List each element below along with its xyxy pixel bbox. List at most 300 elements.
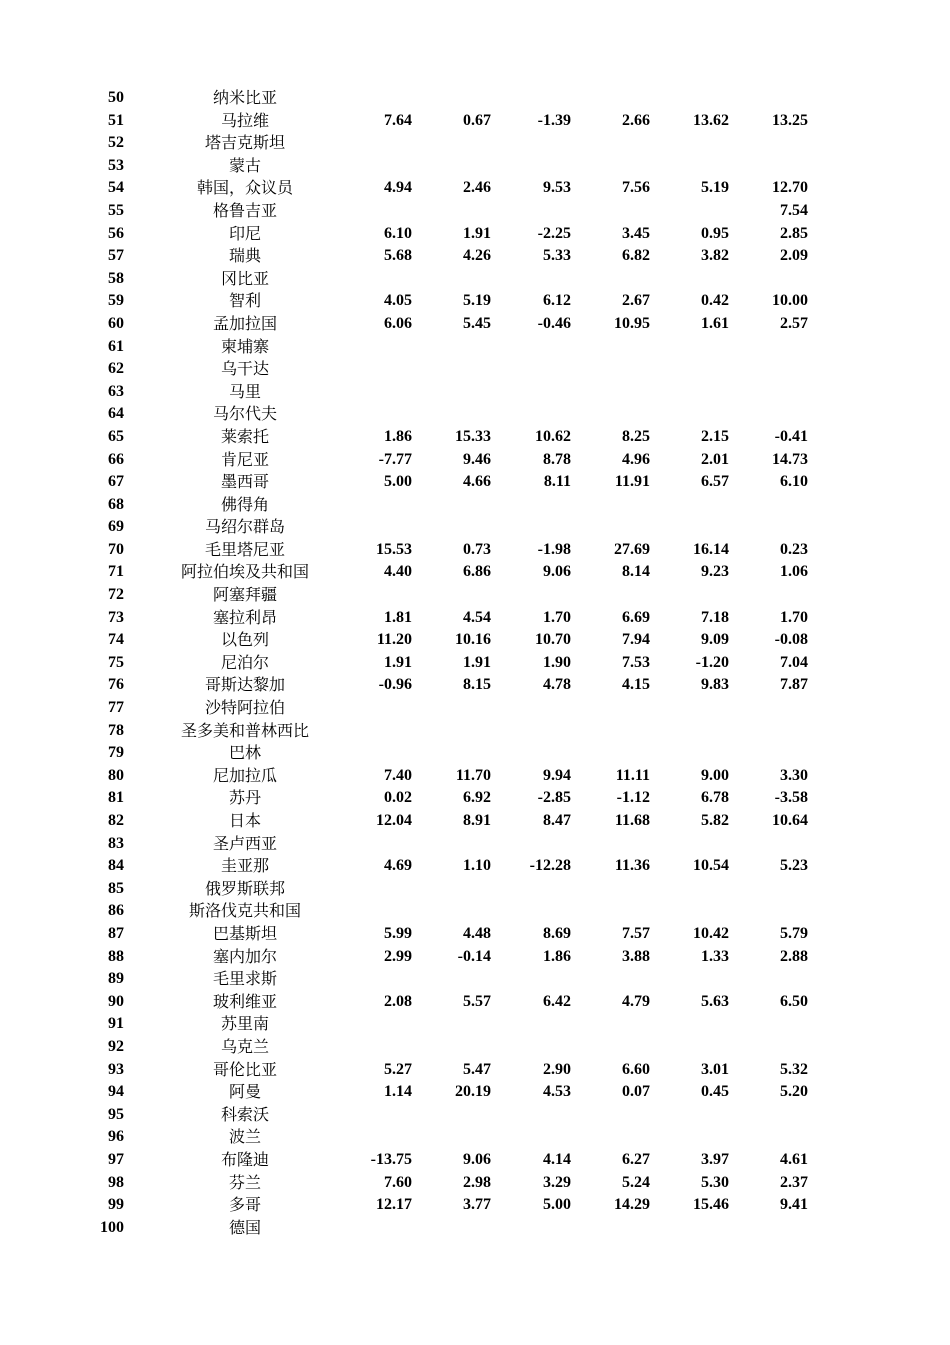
row-rank: 57 — [108, 247, 124, 265]
row-country: 布隆迪 — [220, 1149, 269, 1169]
table-row — [0, 584, 950, 607]
row-rank: 65 — [108, 427, 124, 445]
row-value: 9.00 — [701, 766, 729, 784]
row-country: 斯洛伐克共和国 — [188, 901, 301, 921]
row-country: 塞拉利昂 — [212, 607, 277, 627]
table-row — [0, 200, 950, 223]
row-value: 2.46 — [463, 179, 491, 197]
row-value: 8.91 — [463, 812, 491, 829]
row-value: 5.23 — [780, 857, 808, 875]
row-country: 苏里南 — [220, 1014, 269, 1034]
row-value: 10.70 — [535, 631, 571, 649]
row-value: 10.42 — [693, 924, 729, 942]
row-country: 俄罗斯联邦 — [204, 878, 285, 898]
row-value: 10.64 — [772, 812, 808, 829]
table-row — [0, 471, 950, 494]
row-rank: 53 — [108, 156, 124, 174]
row-country: 乌干达 — [220, 359, 269, 379]
row-value: 4.14 — [543, 1150, 571, 1168]
row-value: 4.05 — [384, 292, 412, 310]
row-value: 4.15 — [622, 676, 650, 694]
row-value: 0.73 — [463, 540, 491, 558]
row-value: 4.96 — [622, 450, 650, 468]
row-rank: 60 — [108, 314, 124, 332]
row-rank: 62 — [108, 360, 124, 378]
row-value: 8.11 — [543, 473, 571, 491]
table-row — [0, 1217, 950, 1240]
row-country: 巴林 — [228, 743, 261, 763]
row-value: 13.62 — [693, 111, 729, 129]
row-value: -12.28 — [529, 857, 571, 875]
row-rank: 70 — [108, 540, 124, 558]
row-value: 8.47 — [543, 812, 571, 829]
row-value: 1.61 — [701, 314, 729, 332]
row-value: 1.70 — [780, 608, 808, 626]
table-row — [0, 1149, 950, 1172]
table-row — [0, 1013, 950, 1036]
table-row — [0, 946, 950, 969]
row-value: 7.40 — [384, 766, 412, 784]
row-value: 15.53 — [376, 540, 412, 558]
row-value: -13.75 — [370, 1150, 412, 1168]
row-value: 5.30 — [701, 1173, 729, 1191]
row-value: 6.42 — [543, 992, 571, 1010]
row-country: 波兰 — [228, 1127, 261, 1147]
row-country: 阿曼 — [228, 1082, 261, 1102]
row-value: 1.91 — [384, 653, 412, 671]
row-value: 7.56 — [622, 179, 650, 197]
table-row — [0, 968, 950, 991]
row-value: 5.79 — [780, 924, 808, 942]
row-value: 1.33 — [701, 947, 729, 965]
row-rank: 87 — [108, 924, 124, 942]
table-row — [0, 403, 950, 426]
row-country: 格鲁吉亚 — [212, 200, 277, 220]
row-rank: 69 — [108, 518, 124, 536]
row-value: 5.19 — [701, 179, 729, 197]
row-value: 3.97 — [701, 1150, 729, 1168]
row-value: -2.25 — [537, 224, 571, 242]
row-value: 5.82 — [701, 812, 729, 829]
row-value: 2.88 — [780, 947, 808, 965]
row-value: 9.09 — [701, 631, 729, 649]
row-rank: 64 — [108, 405, 124, 423]
row-value: 0.07 — [622, 1083, 650, 1101]
row-value: 20.19 — [455, 1083, 491, 1101]
table-row — [0, 132, 950, 155]
row-value: 1.91 — [463, 224, 491, 242]
table-row — [0, 245, 950, 268]
row-country: 马绍尔群岛 — [204, 517, 285, 537]
row-country: 芬兰 — [228, 1172, 261, 1192]
row-value: 12.04 — [376, 812, 412, 829]
row-country: 柬埔寨 — [220, 336, 269, 356]
row-rank: 75 — [108, 653, 124, 671]
row-rank: 52 — [108, 134, 124, 152]
row-value: 4.79 — [622, 992, 650, 1010]
table-row — [0, 1081, 950, 1104]
row-country: 以色列 — [220, 630, 269, 650]
row-value: 1.10 — [463, 857, 491, 875]
row-value: 7.64 — [384, 111, 412, 129]
row-rank: 90 — [108, 992, 124, 1010]
row-value: 4.78 — [543, 676, 571, 694]
row-country: 肯尼亚 — [220, 449, 269, 469]
row-value: 16.14 — [693, 540, 729, 558]
row-value: -1.98 — [537, 540, 571, 558]
row-rank: 89 — [108, 970, 124, 988]
row-value: 3.29 — [543, 1173, 571, 1191]
row-value: 1.86 — [384, 427, 412, 445]
table-row — [0, 652, 950, 675]
row-value: 6.57 — [701, 473, 729, 491]
table-row — [0, 426, 950, 449]
row-country: 佛得角 — [220, 494, 269, 514]
row-value: 7.53 — [622, 653, 650, 671]
row-rank: 50 — [108, 89, 124, 106]
row-value: -0.96 — [378, 676, 412, 694]
row-rank: 92 — [108, 1037, 124, 1055]
row-country: 哥伦比亚 — [212, 1059, 277, 1079]
row-value: 2.15 — [701, 427, 729, 445]
row-value: 9.46 — [463, 450, 491, 468]
row-value: 2.67 — [622, 292, 650, 310]
row-value: 11.11 — [615, 766, 650, 784]
row-rank: 84 — [108, 857, 124, 875]
row-value: 1.86 — [543, 947, 571, 965]
table-row — [0, 855, 950, 878]
row-value: 4.48 — [463, 924, 491, 942]
table-row — [0, 1036, 950, 1059]
row-value: 10.00 — [772, 292, 808, 310]
row-value: 0.45 — [701, 1083, 729, 1101]
row-value: 6.82 — [622, 247, 650, 265]
table-row — [0, 765, 950, 788]
row-value: -3.58 — [774, 789, 808, 807]
row-rank: 97 — [108, 1150, 124, 1168]
row-value: 6.50 — [780, 992, 808, 1010]
row-country: 圣卢西亚 — [212, 833, 277, 853]
row-value: 4.40 — [384, 563, 412, 581]
row-value: 1.14 — [384, 1083, 412, 1101]
table-row — [0, 1172, 950, 1195]
table-row — [0, 1059, 950, 1082]
row-value: 9.41 — [780, 1196, 808, 1214]
row-rank: 74 — [108, 631, 124, 649]
table-row — [0, 629, 950, 652]
table-row — [0, 674, 950, 697]
row-rank: 54 — [108, 179, 124, 197]
row-rank: 63 — [108, 382, 124, 400]
table-row — [0, 607, 950, 630]
row-value: 15.33 — [455, 427, 491, 445]
row-value: 2.90 — [543, 1060, 571, 1078]
table-row — [0, 516, 950, 539]
row-value: 7.04 — [780, 653, 808, 671]
row-value: 11.91 — [614, 473, 650, 491]
row-country: 阿拉伯埃及共和国 — [180, 562, 309, 582]
row-value: 0.23 — [780, 540, 808, 558]
row-value: 0.02 — [384, 789, 412, 807]
row-value: 5.00 — [543, 1196, 571, 1214]
row-value: 1.06 — [780, 563, 808, 581]
row-value: -1.20 — [695, 653, 729, 671]
row-value: 3.45 — [622, 224, 650, 242]
row-value: 2.98 — [463, 1173, 491, 1191]
row-value: 6.06 — [384, 314, 412, 332]
row-value: 3.82 — [701, 247, 729, 265]
row-value: 8.69 — [543, 924, 571, 942]
row-country: 塞内加尔 — [212, 946, 277, 966]
row-country: 韩国，众议员 — [196, 178, 293, 198]
table-row — [0, 539, 950, 562]
row-value: 1.91 — [463, 653, 491, 671]
row-value: 5.45 — [463, 314, 491, 332]
row-value: 3.77 — [463, 1196, 491, 1214]
table-row — [0, 561, 950, 584]
row-rank: 66 — [108, 450, 124, 468]
row-value: -0.14 — [457, 947, 491, 965]
table-row — [0, 697, 950, 720]
row-value: 10.95 — [614, 314, 650, 332]
table-row — [0, 449, 950, 472]
row-value: 11.70 — [455, 766, 491, 784]
table-row — [0, 1126, 950, 1149]
row-country: 尼泊尔 — [220, 652, 269, 672]
row-rank: 67 — [108, 473, 124, 491]
table-row — [0, 810, 950, 833]
table-row — [0, 742, 950, 765]
row-value: 2.85 — [780, 224, 808, 242]
row-value: 10.54 — [693, 857, 729, 875]
row-value: 5.27 — [384, 1060, 412, 1078]
row-rank: 94 — [108, 1083, 124, 1101]
row-value: 7.94 — [622, 631, 650, 649]
row-value: 4.94 — [384, 179, 412, 197]
row-rank: 88 — [108, 947, 124, 965]
row-country: 马里 — [228, 381, 261, 401]
row-country: 沙特阿拉伯 — [204, 698, 285, 718]
row-country: 圣多美和普林西比 — [180, 720, 309, 740]
table-row — [0, 381, 950, 404]
row-country: 印尼 — [228, 223, 261, 243]
row-value: 1.90 — [543, 653, 571, 671]
row-value: 6.78 — [701, 789, 729, 807]
row-value: 5.68 — [384, 247, 412, 265]
row-rank: 95 — [108, 1105, 124, 1123]
row-value: 4.54 — [463, 608, 491, 626]
row-rank: 59 — [108, 292, 124, 310]
row-country: 圭亚那 — [220, 856, 269, 876]
row-country: 纳米比亚 — [212, 88, 277, 107]
row-rank: 76 — [108, 676, 124, 694]
row-value: 5.24 — [622, 1173, 650, 1191]
row-rank: 78 — [108, 721, 124, 739]
row-value: 2.08 — [384, 992, 412, 1010]
row-value: 6.92 — [463, 789, 491, 807]
row-rank: 77 — [108, 699, 124, 717]
row-value: 0.95 — [701, 224, 729, 242]
table-row — [0, 223, 950, 246]
row-value: 5.00 — [384, 473, 412, 491]
row-value: 0.42 — [701, 292, 729, 310]
row-value: 3.01 — [701, 1060, 729, 1078]
row-value: 6.60 — [622, 1060, 650, 1078]
row-country: 莱索托 — [220, 426, 269, 446]
row-value: 10.62 — [535, 427, 571, 445]
row-value: 7.54 — [780, 201, 808, 219]
row-country: 马拉维 — [220, 110, 269, 130]
row-value: 9.94 — [543, 766, 571, 784]
table-row — [0, 494, 950, 517]
row-value: -1.39 — [537, 111, 571, 129]
row-rank: 93 — [108, 1060, 124, 1078]
table-row — [0, 268, 950, 291]
row-value: 4.66 — [463, 473, 491, 491]
row-value: 9.83 — [701, 676, 729, 694]
row-value: 4.69 — [384, 857, 412, 875]
row-value: 7.60 — [384, 1173, 412, 1191]
row-country: 马尔代夫 — [212, 404, 277, 424]
table-row — [0, 1104, 950, 1127]
table-row — [0, 313, 950, 336]
row-value: 6.10 — [384, 224, 412, 242]
row-value: 8.14 — [622, 563, 650, 581]
table-row — [0, 878, 950, 901]
row-rank: 82 — [108, 812, 124, 829]
row-rank: 100 — [100, 1218, 124, 1236]
table-row — [0, 900, 950, 923]
row-value: 4.26 — [463, 247, 491, 265]
row-value: -7.77 — [378, 450, 412, 468]
row-country: 哥斯达黎加 — [204, 675, 285, 695]
row-country: 玻利维亚 — [212, 991, 277, 1011]
row-rank: 85 — [108, 879, 124, 897]
row-value: 12.17 — [376, 1196, 412, 1214]
row-value: 5.32 — [780, 1060, 808, 1078]
row-rank: 51 — [108, 111, 124, 129]
row-country: 智利 — [228, 291, 261, 311]
row-value: 5.99 — [384, 924, 412, 942]
row-value: 5.20 — [780, 1083, 808, 1101]
row-rank: 79 — [108, 744, 124, 762]
row-value: 0.67 — [463, 111, 491, 129]
row-value: 11.20 — [376, 631, 412, 649]
row-rank: 71 — [108, 563, 124, 581]
row-value: 2.57 — [780, 314, 808, 332]
row-country: 孟加拉国 — [212, 313, 277, 333]
row-value: 8.78 — [543, 450, 571, 468]
row-value: 5.33 — [543, 247, 571, 265]
row-value: 14.29 — [614, 1196, 650, 1214]
row-value: 9.23 — [701, 563, 729, 581]
row-rank: 99 — [108, 1196, 124, 1214]
row-rank: 73 — [108, 608, 124, 626]
table-row — [0, 787, 950, 810]
table-row — [0, 336, 950, 359]
row-value: 10.16 — [455, 631, 491, 649]
row-country: 巴基斯坦 — [212, 923, 277, 943]
row-country: 多哥 — [228, 1195, 261, 1215]
table-row — [0, 87, 950, 110]
row-value: 4.61 — [780, 1150, 808, 1168]
row-rank: 58 — [108, 269, 124, 287]
row-country: 毛里求斯 — [212, 969, 277, 989]
row-value: 7.18 — [701, 608, 729, 626]
table-row — [0, 290, 950, 313]
row-country: 毛里塔尼亚 — [204, 539, 285, 559]
table-row — [0, 991, 950, 1014]
row-value: -0.46 — [537, 314, 571, 332]
row-value: 13.25 — [772, 111, 808, 129]
row-value: 7.57 — [622, 924, 650, 942]
row-rank: 96 — [108, 1128, 124, 1146]
row-country: 苏丹 — [228, 788, 261, 808]
table-row — [0, 923, 950, 946]
row-value: 9.06 — [463, 1150, 491, 1168]
row-value: 5.63 — [701, 992, 729, 1010]
row-value: 3.30 — [780, 766, 808, 784]
row-value: 5.47 — [463, 1060, 491, 1078]
row-rank: 98 — [108, 1173, 124, 1191]
row-rank: 72 — [108, 586, 124, 604]
row-value: 27.69 — [614, 540, 650, 558]
row-value: 2.01 — [701, 450, 729, 468]
row-rank: 83 — [108, 834, 124, 852]
table-row — [0, 110, 950, 133]
row-value: 6.12 — [543, 292, 571, 310]
row-value: 1.81 — [384, 608, 412, 626]
row-value: 15.46 — [693, 1196, 729, 1214]
row-rank: 61 — [108, 337, 124, 355]
table-row — [0, 1194, 950, 1217]
row-value: 8.15 — [463, 676, 491, 694]
row-value: 12.70 — [772, 179, 808, 197]
row-country: 塔吉克斯坦 — [204, 133, 285, 153]
row-value: 6.27 — [622, 1150, 650, 1168]
data-table — [0, 87, 950, 1239]
row-rank: 86 — [108, 902, 124, 920]
row-country: 冈比亚 — [220, 268, 269, 288]
row-value: 9.06 — [543, 563, 571, 581]
row-rank: 68 — [108, 495, 124, 513]
row-value: -1.12 — [616, 789, 650, 807]
row-country: 乌克兰 — [220, 1036, 269, 1056]
row-value: 2.66 — [622, 111, 650, 129]
row-country: 蒙古 — [228, 155, 261, 175]
row-rank: 91 — [108, 1015, 124, 1033]
row-value: 2.09 — [780, 247, 808, 265]
table-row — [0, 720, 950, 743]
row-value: -2.85 — [537, 789, 571, 807]
table-row — [0, 833, 950, 856]
row-value: 9.53 — [543, 179, 571, 197]
row-rank: 81 — [108, 789, 124, 807]
table-row — [0, 177, 950, 200]
row-country: 日本 — [228, 811, 261, 830]
row-value: -0.08 — [774, 631, 808, 649]
row-value: 7.87 — [780, 676, 808, 694]
row-value: 6.10 — [780, 473, 808, 491]
row-country: 墨西哥 — [220, 472, 269, 492]
row-value: 2.99 — [384, 947, 412, 965]
table-row — [0, 155, 950, 178]
row-value: 1.70 — [543, 608, 571, 626]
row-country: 尼加拉瓜 — [212, 765, 277, 785]
row-rank: 80 — [108, 766, 124, 784]
row-value: 6.69 — [622, 608, 650, 626]
row-value: 8.25 — [622, 427, 650, 445]
